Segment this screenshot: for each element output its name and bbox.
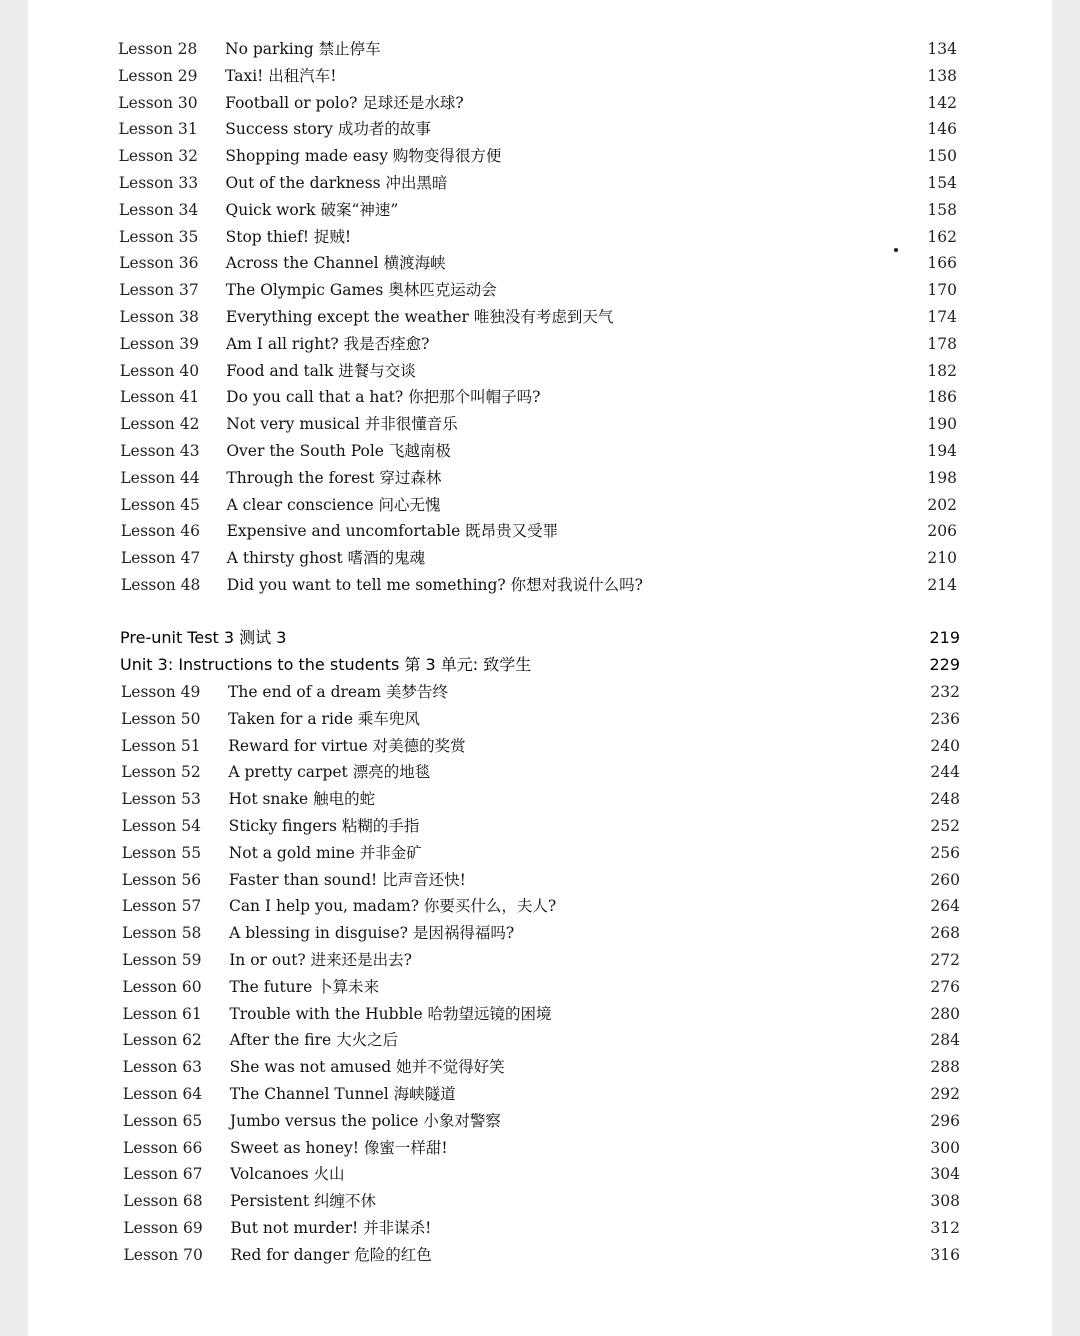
page-number: 244 [930, 763, 960, 782]
lesson-title: Persistent 纠缠不休 [230, 1192, 376, 1211]
lesson-title: Stop thief! 捉贼! [225, 227, 352, 246]
page-number: 316 [930, 1245, 960, 1264]
lesson-title: Can I help you, madam? 你要买什么，夫人? [228, 897, 557, 916]
lesson-title: The end of a dream 美梦告终 [228, 683, 448, 701]
page-number: 284 [930, 1031, 960, 1050]
toc-row [121, 545, 957, 571]
lesson-number: Lesson 44 [120, 468, 200, 487]
toc-row [122, 974, 960, 1000]
lesson-title: Sweet as honey! 像蜜一样甜! [230, 1138, 448, 1157]
toc-row [122, 867, 960, 893]
lesson-title: In or out? 进来还是出去? [229, 951, 412, 969]
lesson-title: But not murder! 并非谋杀! [230, 1219, 432, 1237]
page-number: 202 [927, 495, 957, 514]
lesson-title: A thirsty ghost 嗜酒的鬼魂 [226, 549, 426, 568]
toc-row [124, 1242, 960, 1268]
lesson-number: Lesson 49 [121, 683, 201, 701]
lesson-number: Lesson 56 [121, 870, 202, 889]
lesson-number: Lesson 61 [122, 1004, 202, 1023]
scan-speck [894, 248, 898, 252]
toc-row [119, 250, 957, 276]
toc-row [123, 1081, 960, 1107]
lesson-title: Do you call that a hat? 你把那个叫帽子吗? [226, 388, 541, 407]
lesson-number: Lesson 30 [118, 93, 198, 112]
toc-row [119, 277, 957, 303]
toc-row [121, 759, 960, 785]
toc-row [121, 492, 957, 518]
page-number: 236 [930, 709, 960, 728]
lesson-title: After the fire 大火之后 [229, 1031, 399, 1050]
page-number: 276 [930, 977, 960, 996]
pre-unit-test-heading [120, 625, 970, 651]
lesson-title: Everything except the weather 唯独没有考虑到天气 [225, 308, 614, 326]
toc-row [121, 786, 960, 812]
toc-row [122, 920, 960, 946]
page-number: 240 [930, 736, 960, 755]
toc-row [123, 1135, 960, 1161]
lesson-title: Reward for virtue 对美德的奖赏 [228, 736, 466, 755]
page-number: 162 [927, 227, 957, 246]
toc-row [121, 518, 957, 544]
toc-row [122, 893, 960, 919]
lesson-title: The future 卜算未来 [229, 977, 380, 996]
page-number: 292 [930, 1085, 960, 1103]
lesson-number: Lesson 28 [118, 40, 198, 58]
lesson-number: Lesson 54 [121, 817, 201, 835]
lesson-number: Lesson 43 [120, 442, 200, 460]
page-number: 280 [930, 1004, 960, 1023]
page-number: 198 [927, 468, 957, 487]
lesson-title: Across the Channel 横渡海峡 [225, 254, 446, 273]
toc-row [119, 143, 957, 169]
page-number: 158 [927, 200, 957, 219]
lesson-number: Lesson 31 [118, 120, 198, 139]
page-number: 256 [930, 843, 960, 862]
toc-row [120, 384, 957, 410]
lesson-number: Lesson 53 [121, 790, 201, 809]
lesson-number: Lesson 45 [120, 495, 200, 514]
lesson-title: Expensive and uncomfortable 既昂贵又受罪 [226, 522, 559, 541]
page-number: 268 [930, 924, 960, 943]
lesson-title: The Olympic Games 奥林匹克运动会 [225, 281, 497, 300]
toc-row [118, 116, 957, 142]
lesson-title: Faster than sound! 比声音还快! [228, 870, 466, 889]
lesson-number: Lesson 60 [122, 977, 202, 996]
lesson-number: Lesson 48 [121, 576, 201, 594]
lesson-title: A clear conscience 问心无愧 [226, 495, 441, 514]
page-number: 146 [927, 120, 957, 139]
lesson-number: Lesson 36 [119, 254, 199, 273]
page-number: 300 [930, 1138, 960, 1157]
toc-row [120, 438, 957, 464]
page-number: 288 [930, 1058, 960, 1077]
lesson-number: Lesson 41 [119, 388, 200, 407]
page-number: 264 [930, 897, 960, 916]
lesson-number: Lesson 58 [122, 924, 202, 943]
lesson-title: Out of the darkness 冲出黑暗 [225, 174, 448, 192]
lesson-title: Quick work 破案“神速” [225, 200, 399, 219]
lesson-title: Volcanoes 火山 [230, 1165, 345, 1184]
lesson-title: Through the forest 穿过森林 [226, 468, 442, 487]
unit-heading [120, 652, 970, 678]
lesson-title: No parking 禁止停车 [225, 40, 381, 58]
toc-row [119, 197, 957, 223]
lesson-title: Not very musical 并非很懂音乐 [226, 415, 458, 434]
lesson-title: Taken for a ride 乘车兜风 [228, 709, 420, 728]
heading-page-number: 219 [929, 628, 960, 647]
lesson-title: Football or polo? 足球还是水球? [225, 93, 464, 112]
page-number: 166 [927, 254, 957, 273]
lesson-number: Lesson 65 [122, 1111, 203, 1130]
lesson-number: Lesson 69 [123, 1219, 203, 1237]
page-number: 142 [927, 93, 957, 112]
toc-row [121, 706, 960, 732]
toc-row [120, 465, 957, 491]
page-number: 186 [927, 388, 957, 407]
lesson-title: Sticky fingers 粘糊的手指 [228, 817, 420, 835]
lesson-title: A blessing in disguise? 是因祸得福吗? [229, 924, 515, 943]
lesson-title: Am I all right? 我是否痊愈? [225, 334, 430, 353]
lesson-number: Lesson 42 [120, 415, 200, 434]
page-number: 272 [930, 951, 960, 969]
lesson-number: Lesson 70 [123, 1245, 203, 1264]
page-number: 190 [927, 415, 957, 434]
toc-row [123, 1161, 960, 1187]
lesson-title: Taxi! 出租汽车! [225, 66, 337, 85]
lesson-number: Lesson 63 [122, 1058, 203, 1077]
page-number: 312 [930, 1219, 960, 1237]
lesson-number: Lesson 52 [121, 763, 201, 782]
lesson-number: Lesson 47 [120, 549, 201, 568]
lesson-number: Lesson 35 [119, 227, 199, 246]
toc-row [120, 411, 957, 437]
document-page [28, 0, 1052, 1336]
page-number: 210 [927, 549, 957, 568]
toc-row [122, 813, 960, 839]
page-number: 248 [930, 790, 960, 809]
lesson-number: Lesson 29 [118, 66, 198, 85]
lesson-number: Lesson 39 [119, 334, 199, 353]
page-number: 308 [930, 1192, 960, 1211]
lesson-title: Trouble with the Hubble 哈勃望远镜的困境 [229, 1004, 552, 1023]
lesson-number: Lesson 55 [121, 843, 202, 862]
toc-row [122, 1001, 960, 1027]
lesson-number: Lesson 40 [119, 361, 200, 380]
lesson-number: Lesson 62 [122, 1031, 202, 1050]
page-number: 150 [927, 147, 957, 166]
lesson-number: Lesson 66 [123, 1138, 203, 1157]
page-number: 182 [927, 361, 957, 380]
page-number: 252 [930, 817, 960, 835]
page-number: 214 [927, 576, 957, 594]
lesson-number: Lesson 34 [118, 200, 199, 219]
lesson-number: Lesson 46 [120, 522, 201, 541]
lesson-number: Lesson 68 [123, 1192, 203, 1211]
lesson-title: Not a gold mine 并非金矿 [228, 843, 422, 862]
lesson-title: Food and talk 进餐与交谈 [226, 361, 416, 380]
toc-row [121, 733, 960, 759]
page-number: 178 [927, 334, 957, 353]
lesson-title: Jumbo versus the police 小象对警察 [229, 1111, 501, 1130]
toc-row [123, 1108, 960, 1134]
page-number: 174 [927, 308, 957, 326]
toc-row [123, 1027, 960, 1053]
lesson-number: Lesson 50 [121, 709, 201, 728]
lesson-title: A pretty carpet 漂亮的地毯 [228, 763, 431, 782]
toc-row [123, 1188, 960, 1214]
lesson-number: Lesson 57 [121, 897, 202, 916]
page-number: 232 [930, 683, 960, 701]
lesson-title: Red for danger 危险的红色 [230, 1245, 432, 1264]
toc-row [118, 36, 957, 62]
toc-row [123, 1215, 960, 1241]
toc-row [123, 1054, 960, 1080]
toc-row [120, 358, 957, 384]
page-number: 194 [927, 442, 957, 460]
page-number: 296 [930, 1111, 960, 1130]
toc-row [118, 63, 957, 89]
lesson-number: Lesson 32 [118, 147, 198, 166]
lesson-number: Lesson 33 [118, 174, 199, 192]
toc-row [120, 331, 957, 357]
toc-row [122, 840, 960, 866]
lesson-title: Shopping made easy 购物变得很方便 [225, 147, 502, 166]
toc-row [121, 679, 960, 705]
toc-row [120, 304, 958, 330]
toc-row [122, 947, 960, 973]
heading-title: Unit 3: Instructions to the students 第 3 单元: 致学生 [120, 655, 532, 674]
toc-row [119, 224, 957, 250]
page-number: 304 [930, 1165, 960, 1184]
lesson-title: The Channel Tunnel 海峡隧道 [229, 1085, 456, 1103]
toc-row [118, 90, 957, 116]
page-number: 134 [927, 40, 957, 58]
lesson-number: Lesson 38 [119, 308, 199, 326]
toc-row [119, 170, 957, 196]
page-number: 260 [930, 870, 960, 889]
heading-page-number: 229 [929, 655, 960, 674]
lesson-number: Lesson 59 [122, 951, 202, 969]
page-number: 154 [927, 174, 957, 192]
lesson-number: Lesson 51 [121, 736, 201, 755]
lesson-title: She was not amused 她并不觉得好笑 [229, 1058, 505, 1077]
page-number: 170 [927, 281, 957, 300]
lesson-number: Lesson 37 [119, 281, 199, 300]
heading-title: Pre-unit Test 3 测试 3 [120, 628, 287, 647]
lesson-number: Lesson 64 [122, 1085, 203, 1103]
lesson-title: Did you want to tell me something? 你想对我说什么吗? [226, 576, 643, 594]
toc-row [121, 572, 957, 598]
lesson-number: Lesson 67 [123, 1165, 203, 1184]
lesson-title: Hot snake 触电的蛇 [228, 790, 376, 809]
lesson-title: Success story 成功者的故事 [225, 120, 431, 139]
lesson-title: Over the South Pole 飞越南极 [226, 442, 451, 460]
page-number: 138 [927, 66, 957, 85]
page-number: 206 [927, 522, 957, 541]
